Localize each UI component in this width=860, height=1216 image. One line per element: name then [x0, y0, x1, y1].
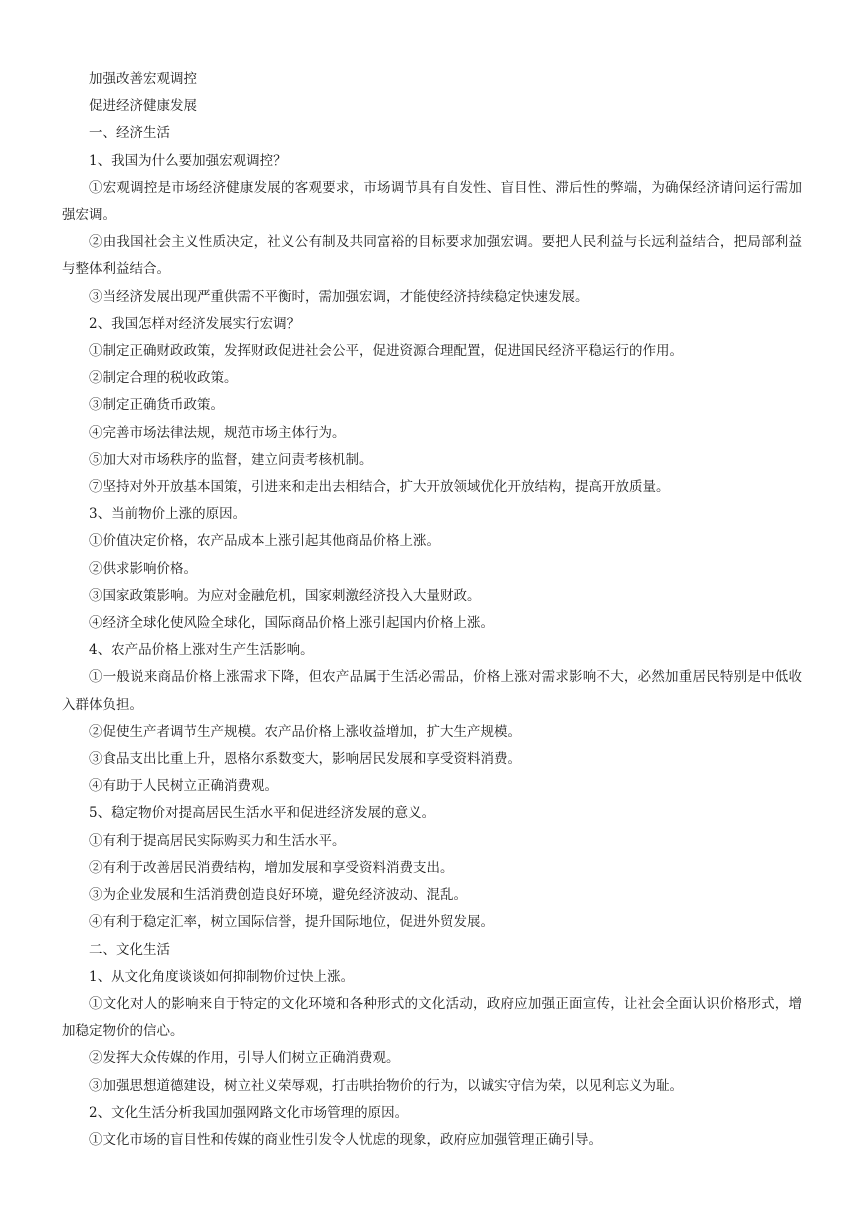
question-heading-1: 1、我国为什么要加强宏观调控？ [89, 152, 287, 169]
doc-title-line-1: 加强改善宏观调控 [89, 71, 197, 87]
document-body [62, 66, 802, 1154]
paragraph: ⑤加大对市场秩序的监督，建立问责考核机制。 [89, 451, 373, 468]
question-heading-5: 5、稳定物价对提高居民生活水平和促进经济发展的意义。 [89, 805, 436, 822]
paragraph: ②有利于改善居民消费结构，增加发展和享受资料消费支出。 [89, 859, 454, 876]
paragraph: ①有利于提高居民实际购买力和生活水平。 [89, 832, 346, 849]
paragraph: ④有助于人民树立正确消费观。 [89, 778, 278, 795]
paragraph: ③食品支出比重上升，恩格尔系数变大，影响居民发展和享受资料消费。 [89, 751, 521, 768]
paragraph: ③当经济发展出现严重供需不平衡时，需加强宏调，才能使经济持续稳定快速发展。 [89, 288, 589, 305]
question-heading-2: 2、我国怎样对经济发展实行宏调？ [89, 315, 301, 332]
question-heading-3: 3、当前物价上涨的原因。 [89, 506, 247, 523]
doc-title-line-2: 促进经济健康发展 [89, 98, 197, 115]
paragraph: ④经济全球化使风险全球化，国际商品价格上涨引起国内价格上涨。 [89, 615, 494, 632]
paragraph: ⑦坚持对外开放基本国策，引进来和走出去相结合，扩大开放领域优化开放结构，提高开放质量。 [89, 479, 670, 496]
section-heading-economic-life: 一、经济生活 [89, 125, 170, 142]
paragraph: ④有利于稳定汇率，树立国际信誉，提升国际地位，促进外贸发展。 [89, 914, 494, 931]
paragraph: ④完善市场法律法规，规范市场主体行为。 [89, 424, 346, 441]
paragraph: ①制定正确财政政策，发挥财政促进社会公平，促进资源合理配置，促进国民经济平稳运行的作用。 [89, 343, 683, 360]
paragraph: ②由我国社会主义性质决定，社义公有制及共同富裕的目标要求加强宏调。要把人民利益与长远利益结合，把局部利益与整体利益结合。 [62, 234, 802, 278]
paragraph: ③为企业发展和生活消费创造良好环境，避免经济波动、混乱。 [89, 887, 467, 904]
paragraph: ③加强思想道德建设，树立社义荣辱观，打击哄抬物价的行为，以诚实守信为荣，以见利忘义为耻。 [89, 1077, 683, 1094]
paragraph: ①文化对人的影响来自于特定的文化环境和各种形式的文化活动，政府应加强正面宣传，让社会全面认识价格形式，增加稳定物价的信心。 [62, 995, 802, 1040]
paragraph: ②制定合理的税收政策。 [89, 370, 238, 387]
question-heading-4: 4、农产品价格上涨对生产生活影响。 [89, 642, 314, 659]
paragraph: ③国家政策影响。为应对金融危机，国家刺激经济投入大量财政。 [89, 587, 481, 604]
paragraph: ①价值决定价格，农产品成本上涨引起其他商品价格上涨。 [89, 533, 440, 550]
paragraph: ②发挥大众传媒的作用，引导人们树立正确消费观。 [89, 1050, 400, 1067]
paragraph: ③制定正确货币政策。 [89, 397, 224, 414]
section-heading-cultural-life: 二、文化生活 [89, 941, 170, 958]
paragraph: ②供求影响价格。 [89, 560, 197, 577]
paragraph: ①一般说来商品价格上涨需求下降，但农产品属于生活必需品，价格上涨对需求影响不大，必然加重居民特别是中低收入群体负担。 [62, 669, 802, 713]
paragraph: ①文化市场的盲目性和传媒的商业性引发令人忧虑的现象，政府应加强管理正确引导。 [89, 1131, 602, 1148]
paragraph: ②促使生产者调节生产规模。农产品价格上涨收益增加，扩大生产规模。 [89, 723, 521, 740]
question-heading-1: 1、从文化角度谈谈如何抑制物价过快上涨。 [89, 968, 355, 985]
question-heading-2: 2、文化生活分析我国加强网路文化市场管理的原因。 [89, 1104, 409, 1121]
paragraph: ①宏观调控是市场经济健康发展的客观要求，市场调节具有自发性、盲目性、滞后性的弊端，为确保经济请问运行需加强宏调。 [62, 179, 802, 224]
